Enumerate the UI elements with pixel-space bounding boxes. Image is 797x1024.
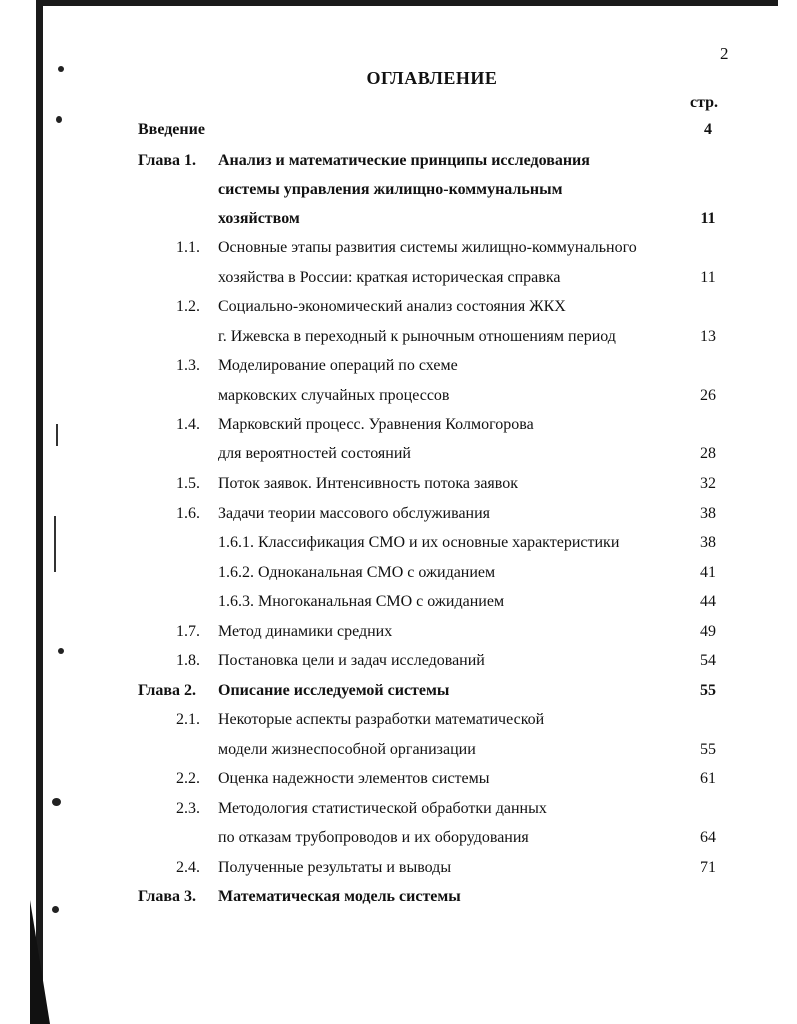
toc-entry-page: 11: [700, 269, 716, 286]
toc-entry-number: 2.3.: [176, 800, 200, 817]
toc-entry-number: 1.4.: [176, 416, 200, 433]
toc-entry-title: Анализ и математические принципы исследования: [218, 152, 590, 169]
toc-entry-title: по отказам трубопроводов и их оборудования: [218, 829, 529, 846]
toc-entry-page: 11: [700, 210, 716, 227]
toc-entry-title: Основные этапы развития системы жилищно-коммунального: [218, 239, 637, 256]
toc-entry-page: 32: [700, 475, 716, 492]
toc-entry-page: 61: [700, 770, 716, 787]
toc-entry-title: хозяйством: [218, 210, 300, 227]
toc-entry-title: хозяйства в России: краткая историческая справка: [218, 269, 561, 286]
toc-entry-title: Методология статистической обработки данных: [218, 800, 547, 817]
toc-entry-page: 38: [700, 534, 716, 551]
toc-entry-title: Оценка надежности элементов системы: [218, 770, 490, 787]
scan-speck: [56, 116, 62, 123]
toc-entry-title: для вероятностей состояний: [218, 445, 411, 462]
toc-entry-title: 1.6.3. Многоканальная СМО с ожиданием: [218, 593, 505, 610]
toc-entry-title: Введение: [138, 121, 205, 138]
toc-entry-number: 1.3.: [176, 357, 200, 374]
toc-entry-title: Марковский процесс. Уравнения Колмогорова: [218, 416, 534, 433]
toc-entry-page: 28: [700, 445, 716, 462]
scan-border-left: [36, 0, 43, 1024]
toc-entry-title: системы управления жилищно-коммунальным: [218, 181, 563, 198]
toc-entry-title: Моделирование операций по схеме: [218, 357, 458, 374]
toc-entry-number: Глава 2.: [138, 682, 196, 699]
toc-entry-page: 71: [700, 859, 716, 876]
scan-speck: [58, 648, 64, 654]
toc-entry-number: 1.2.: [176, 298, 200, 315]
toc-entry-title: Метод динамики средних: [218, 623, 393, 640]
toc-entry-number: 1.5.: [176, 475, 200, 492]
toc-entry-page: 55: [700, 741, 716, 758]
toc-entry-number: 2.2.: [176, 770, 200, 787]
toc-entry-title: 1.6.2. Одноканальная СМО с ожиданием: [218, 564, 496, 581]
scan-mark: [56, 424, 58, 446]
toc-entry-page: 54: [700, 652, 716, 669]
toc-entry-title: Социально-экономический анализ состояния ЖКХ: [218, 298, 566, 315]
toc-entry-number: 2.4.: [176, 859, 200, 876]
toc-entry-title: марковских случайных процессов: [218, 387, 450, 404]
toc-entry-page: 4: [704, 121, 712, 138]
toc-entry-title: Некоторые аспекты разработки математической: [218, 711, 545, 728]
scan-border-top: [38, 0, 778, 6]
toc-entry-page: 64: [700, 829, 716, 846]
toc-entry-page: 55: [700, 682, 716, 699]
scan-speck: [52, 906, 59, 913]
scan-shadow: [30, 900, 50, 1024]
toc-entry-page: 13: [700, 328, 716, 345]
page-title: ОГЛАВЛЕНИЕ: [366, 68, 498, 88]
toc-entry-title: Задачи теории массового обслуживания: [218, 505, 491, 522]
toc-entry-title: Постановка цели и задач исследований: [218, 652, 485, 669]
toc-entry-title: Поток заявок. Интенсивность потока заявок: [218, 475, 519, 492]
scan-mark: [54, 516, 56, 572]
toc-entry-number: 1.7.: [176, 623, 200, 640]
toc-entry-page: 38: [700, 505, 716, 522]
toc-entry-title: Полученные результаты и выводы: [218, 859, 452, 876]
toc-entry-page: 26: [700, 387, 716, 404]
page-column-label: стр.: [690, 94, 719, 111]
toc-entry-title: модели жизнеспособной организации: [218, 741, 476, 758]
toc-entry-number: Глава 1.: [138, 152, 196, 169]
toc-entry-number: 1.6.: [176, 505, 200, 522]
toc-entry-title: Описание исследуемой системы: [218, 682, 450, 699]
toc-entry-page: 44: [700, 593, 716, 610]
toc-entry-title: Математическая модель системы: [218, 888, 461, 905]
toc-entry-number: 1.8.: [176, 652, 200, 669]
toc-entry-number: 1.1.: [176, 239, 200, 256]
toc-entry-number: Глава 3.: [138, 888, 196, 905]
toc-entry-page: 49: [700, 623, 716, 640]
toc-entry-title: г. Ижевска в переходный к рыночным отношениям период: [218, 328, 616, 345]
toc-entry-page: 41: [700, 564, 716, 581]
toc-entry-title: 1.6.1. Классификация СМО и их основные характеристики: [218, 534, 620, 551]
scan-speck: [52, 798, 61, 806]
toc-entry-number: 2.1.: [176, 711, 200, 728]
page-number: 2: [720, 44, 729, 63]
